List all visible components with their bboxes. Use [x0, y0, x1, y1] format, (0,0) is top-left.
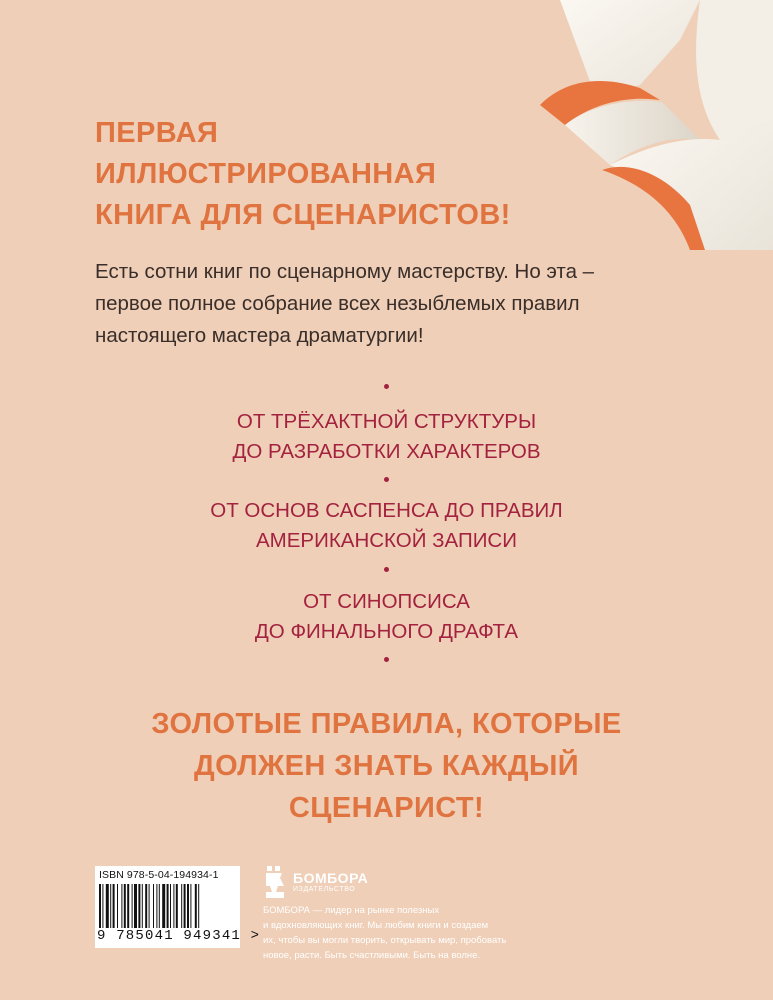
intro-line: первое полное собрание всех незыблемых правил	[95, 292, 580, 315]
intro-line: Есть сотни книг по сценарному мастерству. Но эта –	[95, 260, 595, 283]
feature-line: ОТ ОСНОВ САСПЕНСА ДО ПРАВИЛ	[210, 499, 563, 522]
closing-line: ДОЛЖЕН ЗНАТЬ КАЖДЫЙ	[194, 750, 579, 782]
closing-line: СЦЕНАРИСТ!	[288, 792, 485, 824]
bullet-dot	[384, 567, 389, 572]
intro-paragraph	[95, 256, 695, 352]
feature-item	[0, 496, 773, 556]
closing-line: ЗОЛОТЫЕ ПРАВИЛА, КОТОРЫЕ	[151, 708, 622, 740]
publisher-description	[263, 903, 507, 963]
intro-line: настоящего мастера драматургии!	[95, 324, 424, 347]
feature-list	[0, 380, 773, 662]
publisher-description-line: БОМБОРА — лидер на рынке полезных	[263, 905, 440, 916]
bullet-dot	[384, 477, 389, 482]
feature-line: ОТ ТРЁХАКТНОЙ СТРУКТУРЫ	[236, 410, 537, 433]
headline-line: КНИГА ДЛЯ СЦЕНАРИСТОВ!	[95, 199, 511, 231]
barcode-icon	[99, 884, 236, 928]
feature-item	[0, 587, 773, 647]
closing-slogan	[0, 703, 773, 829]
feature-item	[0, 407, 773, 467]
headline-line: ИЛЛЮСТРИРОВАННАЯ	[95, 158, 437, 190]
headline-line: ПЕРВАЯ	[95, 117, 219, 149]
isbn-label: ISBN 978-5-04-194934-1	[99, 869, 219, 881]
publisher-description-line: и вдохновляющих книг. Мы любим книги и создаем	[263, 920, 489, 931]
feature-line: АМЕРИКАНСКОЙ ЗАПИСИ	[256, 529, 517, 552]
barcode-digits: 9 785041 949341 >	[97, 928, 261, 944]
isbn-barcode-block	[95, 866, 261, 948]
publisher-subtitle: ИЗДАТЕЛЬСТВО	[293, 886, 356, 893]
publisher-name: БОМБОРА	[293, 870, 369, 886]
feature-line: ДО РАЗРАБОТКИ ХАРАКТЕРОВ	[232, 440, 541, 463]
publisher-description-line: новое, расти. Быть счастливыми. Быть на волне.	[263, 950, 481, 961]
feature-line: ДО ФИНАЛЬНОГО ДРАФТА	[254, 620, 519, 643]
feature-line: ОТ СИНОПСИСА	[303, 590, 470, 613]
bullet-dot	[384, 657, 389, 662]
bullet-dot	[384, 384, 389, 389]
publisher-description-line: их, чтобы вы могли творить, открывать мир, пробовать	[263, 935, 507, 946]
headline	[95, 113, 615, 236]
